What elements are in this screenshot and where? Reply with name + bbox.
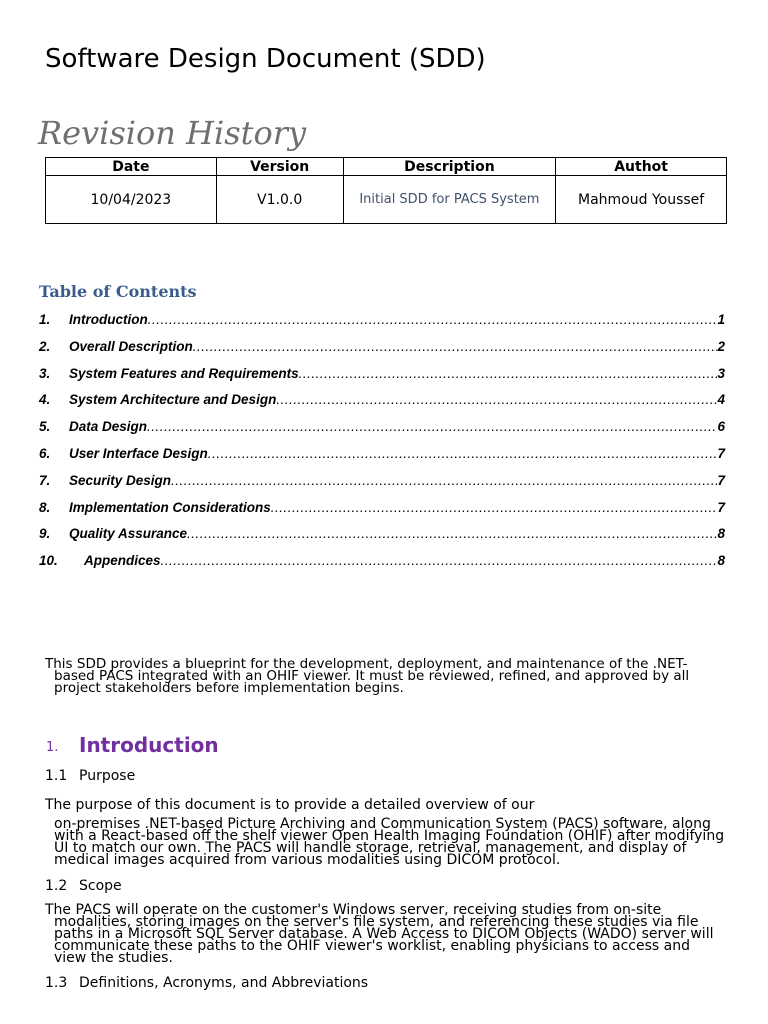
toc-item-page: 7 (717, 445, 725, 461)
subsection-title: Scope (79, 878, 122, 894)
toc-item-page: 4 (717, 392, 725, 408)
column-header-date: Date (46, 158, 217, 176)
toc-item-number: 1. (39, 312, 51, 327)
column-header-author: Authot (556, 158, 727, 176)
cell-version: V1.0.0 (216, 176, 343, 224)
toc-item-number: 2. (39, 338, 51, 354)
purpose-lead-text: The purpose of this document is to provide a detailed overview of our (45, 797, 535, 813)
subsection-title: Definitions, Acronyms, and Abbreviations (79, 975, 369, 991)
toc-leader-dots (193, 339, 718, 354)
toc-leader-dots (299, 366, 718, 381)
toc-item-page: 2 (717, 338, 725, 354)
toc-leader-dots (161, 553, 718, 568)
section-number: 1. (46, 740, 59, 755)
toc-item-appendices[interactable] (39, 553, 725, 580)
toc-item-title: Appendices (84, 553, 161, 569)
toc-item-title: System Architecture and Design (69, 392, 277, 408)
toc-item-title: Data Design (69, 419, 148, 435)
paragraph-line: medical images acquired from various modalities using DICOM protocol. (54, 852, 561, 868)
subsection-number: 1.3 (45, 975, 68, 991)
toc-item-data-design[interactable] (39, 419, 725, 446)
revision-history-table (45, 157, 727, 224)
toc-item-title: System Features and Requirements (69, 365, 299, 381)
toc-leader-dots (276, 392, 717, 407)
toc-item-quality-assurance[interactable] (39, 526, 725, 553)
toc-item-title: Security Design (69, 472, 172, 488)
paragraph-line: based PACS integrated with an OHIF viewer. It must be reviewed, refined, and approved by all (54, 668, 690, 684)
toc-item-number: 6. (39, 445, 51, 461)
paragraph-line: with a React-based off the shelf viewer Open Health Imaging Foundation (OHIF) after modifying (54, 828, 725, 844)
toc-item-number: 3. (39, 365, 51, 381)
column-header-description: Description (343, 158, 556, 176)
cell-date: 10/04/2023 (46, 176, 217, 224)
subsection-heading-definitions (45, 975, 368, 991)
subsection-title: Purpose (79, 768, 136, 784)
toc-item-page: 7 (717, 472, 725, 488)
toc-leader-dots (148, 312, 718, 327)
toc-leader-dots (187, 526, 717, 541)
column-header-version: Version (216, 158, 343, 176)
toc-item-user-interface-design[interactable] (39, 446, 725, 473)
subsection-heading-purpose (45, 768, 135, 784)
toc-item-page: 7 (717, 499, 725, 515)
toc-list (39, 312, 725, 580)
subsection-number: 1.1 (45, 768, 68, 784)
scope-paragraph (45, 904, 735, 964)
toc-item-page: 1 (717, 312, 725, 327)
section-title-introduction: Introduction (79, 733, 219, 757)
purpose-paragraph (45, 818, 744, 866)
cell-description: Initial SDD for PACS System (343, 176, 556, 224)
toc-item-page: 8 (717, 526, 725, 542)
toc-item-number: 10. (39, 553, 58, 569)
revision-history-heading: Revision History (38, 114, 307, 152)
toc-item-overall-description[interactable] (39, 339, 725, 366)
paragraph-line: communicate these paths to the OHIF viewer's worklist, enabling physicians to access and (54, 938, 690, 954)
toc-item-number: 8. (39, 499, 51, 515)
table-row (46, 176, 727, 224)
document-title: Software Design Document (SDD) (45, 44, 486, 74)
paragraph-line: modalities, storing images on the server's file system, and referencing these studies via file (54, 914, 699, 930)
toc-item-title: Implementation Considerations (69, 499, 271, 515)
toc-item-page: 3 (717, 365, 725, 381)
toc-item-implementation-considerations[interactable] (39, 500, 725, 527)
toc-leader-dots (208, 446, 718, 461)
paragraph-line: view the studies. (54, 950, 173, 966)
toc-item-title: User Interface Design (69, 445, 208, 461)
subsection-heading-scope (45, 878, 122, 894)
intro-paragraph (45, 658, 725, 694)
table-header-row (46, 158, 727, 176)
toc-item-security-design[interactable] (39, 473, 725, 500)
toc-item-number: 5. (39, 419, 51, 435)
toc-item-page: 8 (717, 553, 725, 569)
toc-leader-dots (147, 419, 717, 434)
paragraph-line: paths in a Microsoft SQL Server database. A Web Access to DICOM Objects (WADO) server will (54, 926, 714, 942)
paragraph-line: The PACS will operate on the customer's Windows server, receiving studies from on-site (45, 902, 662, 918)
toc-leader-dots (271, 500, 718, 515)
toc-item-title: Overall Description (69, 338, 193, 354)
subsection-number: 1.2 (45, 878, 68, 894)
toc-item-title: Quality Assurance (69, 526, 188, 542)
toc-item-system-features[interactable] (39, 366, 725, 393)
toc-item-page: 6 (717, 419, 725, 435)
toc-item-introduction[interactable] (39, 312, 725, 339)
paragraph-line: UI to match our own. The PACS will handle storage, retrieval, management, and display of (54, 840, 687, 856)
toc-item-title: Introduction (69, 312, 148, 327)
paragraph-line: This SDD provides a blueprint for the development, deployment, and maintenance of the .NET- (45, 656, 688, 672)
paragraph-line: project stakeholders before implementation begins. (54, 680, 404, 696)
toc-item-number: 4. (39, 392, 51, 408)
toc-item-number: 9. (39, 526, 51, 542)
cell-author: Mahmoud Youssef (556, 176, 727, 224)
toc-item-number: 7. (39, 472, 51, 488)
paragraph-line: on-premises .NET-based Picture Archiving and Communication System (PACS) software, along (54, 816, 711, 832)
toc-leader-dots (171, 473, 717, 488)
toc-heading: Table of Contents (39, 282, 197, 301)
toc-item-system-architecture[interactable] (39, 392, 725, 419)
